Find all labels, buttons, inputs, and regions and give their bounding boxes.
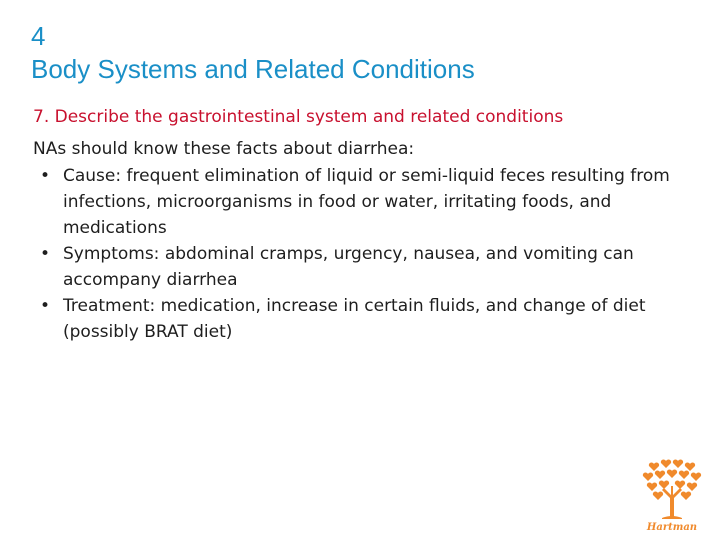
- list-item: [33, 293, 703, 345]
- chapter-number: 4: [31, 21, 46, 51]
- intro-text: NAs should know these facts about diarrhea:: [33, 139, 415, 159]
- slide-title: [31, 20, 475, 86]
- list-item: [33, 241, 703, 293]
- bullet-icon: •: [40, 166, 51, 186]
- learning-objective: 7. Describe the gastrointestinal system and related conditions: [33, 107, 564, 127]
- heart-tree-icon: [643, 460, 701, 519]
- bullet-text: Treatment: medication, increase in certain fluids, and change of diet (possibly BRAT diet): [63, 296, 646, 342]
- list-item: [33, 163, 703, 241]
- bullet-icon: •: [40, 244, 51, 264]
- bullet-text: Symptoms: abdominal cramps, urgency, nausea, and vomiting can accompany diarrhea: [63, 244, 634, 290]
- bullet-icon: •: [40, 296, 51, 316]
- bullet-list: [33, 163, 703, 345]
- bullet-text: Cause: frequent elimination of liquid or semi-liquid feces resulting from infections, microorganisms in food or water, irritating foods, and medications: [63, 166, 670, 238]
- logo-wordmark: Hartman: [646, 522, 698, 533]
- chapter-title: Body Systems and Related Conditions: [31, 54, 475, 84]
- slide-body: [33, 135, 703, 345]
- hartman-logo: [640, 458, 704, 534]
